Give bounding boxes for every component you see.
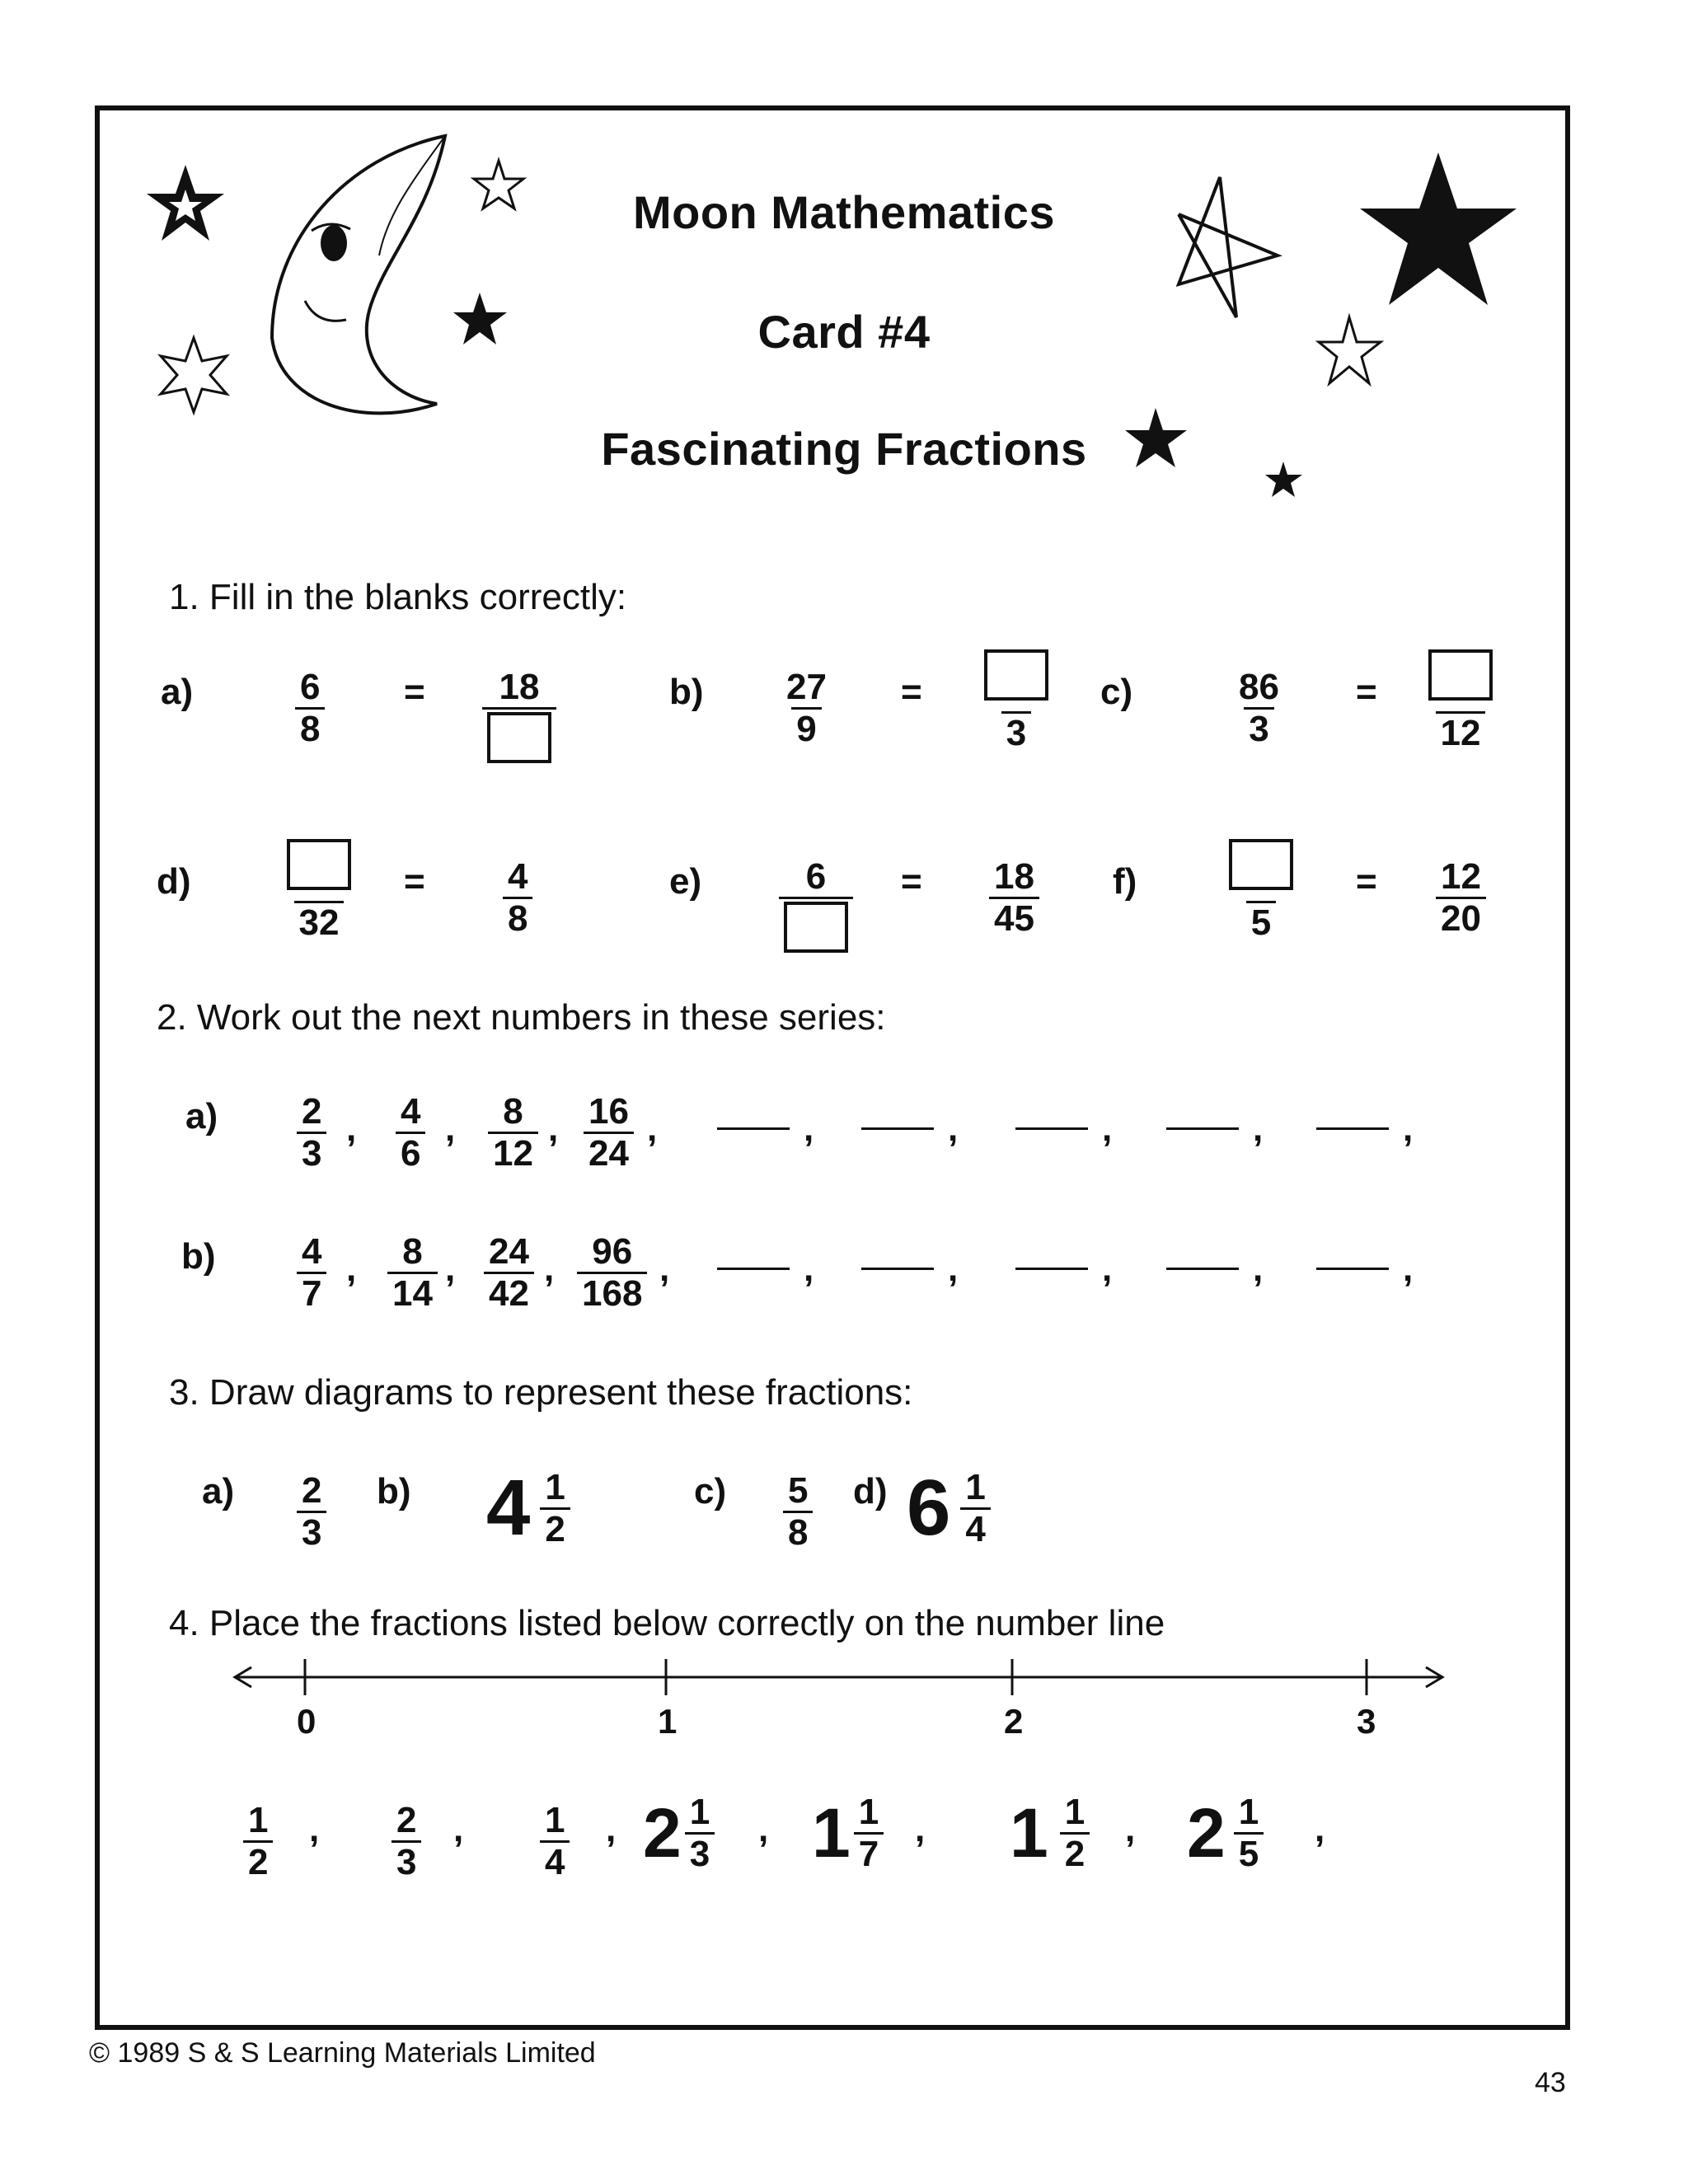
q1c-answer-box[interactable] [1428, 649, 1493, 701]
number-line[interactable] [231, 1652, 1451, 1702]
q1a-left-num: 6 [300, 667, 321, 707]
q1e-left-num: 6 [805, 856, 827, 897]
q1d-right-num: 4 [508, 856, 528, 897]
q1c-right-den: 12 [1436, 711, 1486, 753]
q2a-blank-4[interactable] [1166, 1127, 1239, 1130]
copyright-notice: © 1989 S & S Learning Materials Limited [89, 2037, 596, 2069]
q2b-blank-5[interactable] [1316, 1268, 1389, 1270]
q2a-term-4: $\frac{16}{24}$ [584, 1092, 634, 1173]
q1b-right-num [979, 647, 1053, 711]
q1e-left-fraction [779, 857, 853, 963]
q1e-answer-box[interactable] [784, 902, 848, 953]
q2a-term-1: $\frac{2}{3}$ [297, 1092, 326, 1173]
q1e-left-den [779, 897, 853, 963]
q1b-right-den: 3 [1001, 711, 1031, 753]
q1b-left-fraction [781, 668, 832, 748]
page-subtitle: Fascinating Fractions [601, 423, 1087, 475]
q1d-left-fraction [282, 837, 356, 942]
q1d-left-num [282, 837, 356, 901]
card-number: Card #4 [757, 306, 931, 358]
q2a-blank-1[interactable] [717, 1127, 790, 1130]
q4-fraction-1: $\frac{1}{2}$ [243, 1801, 273, 1882]
q1c-label: c) [1100, 672, 1133, 712]
q1d-right-fraction [503, 857, 532, 938]
number-line-tick-3: 3 [1357, 1702, 1376, 1741]
q1c-left-den: 3 [1244, 707, 1273, 749]
q2b-blank-2[interactable] [861, 1268, 934, 1270]
q4-fraction-2: $\frac{2}{3}$ [392, 1801, 421, 1882]
q1f-answer-box[interactable] [1229, 839, 1293, 890]
q1b-right-fraction [979, 647, 1053, 752]
q1e-right-den: 45 [989, 897, 1039, 939]
q1d-label: d) [157, 861, 191, 902]
q4-fraction-3: $\frac{1}{4}$ [540, 1801, 570, 1882]
q3a-label: a) [202, 1471, 235, 1511]
q2a-blank-5[interactable] [1316, 1127, 1389, 1130]
q1a-answer-box[interactable] [487, 712, 551, 763]
q3c-fraction: $\frac{5}{8}$ [783, 1471, 813, 1552]
q1a-equals: = [404, 672, 425, 712]
q1f-left-num [1224, 837, 1298, 901]
q1f-right-fraction [1436, 857, 1486, 938]
q2b-blank-3[interactable] [1015, 1268, 1088, 1270]
q2b-term-2: $\frac{8}{14}$ [387, 1232, 438, 1313]
q1e-equals: = [901, 861, 922, 902]
q2b-blank-4[interactable] [1166, 1268, 1239, 1270]
q1f-left-den: 5 [1246, 901, 1276, 943]
q1c-left-num: 86 [1239, 667, 1279, 707]
q1c-left-fraction [1234, 668, 1284, 748]
q1e-right-fraction [989, 857, 1039, 938]
q1d-left-den: 32 [294, 901, 345, 943]
q1a-left-fraction [295, 668, 325, 748]
q1a-right-den [482, 707, 556, 774]
number-line-tick-0: 0 [297, 1702, 316, 1741]
q3d-label: d) [853, 1471, 888, 1511]
q1c-right-num [1423, 647, 1498, 711]
q1f-right-den: 20 [1436, 897, 1486, 939]
q1b-label: b) [669, 672, 704, 712]
q2b-term-4: $\frac{96}{168}$ [577, 1232, 647, 1313]
q3c-label: c) [694, 1471, 727, 1511]
moon-face-icon [247, 132, 462, 429]
q1e-label: e) [669, 861, 702, 902]
q1b-answer-box[interactable] [984, 649, 1048, 701]
q2b-blank-1[interactable] [717, 1268, 790, 1270]
q1c-equals: = [1356, 672, 1377, 712]
q1f-left-fraction [1224, 837, 1298, 942]
number-line-tick-2: 2 [1004, 1702, 1024, 1741]
q4-fraction-5: 1 $\frac{1}{7}$ [812, 1793, 884, 1873]
q1b-left-num: 27 [786, 667, 827, 707]
page-title: Moon Mathematics [632, 186, 1056, 238]
q1a-label: a) [161, 672, 194, 712]
q2a-term-2: $\frac{4}{6}$ [396, 1092, 425, 1173]
q3a-fraction: $\frac{2}{3}$ [297, 1471, 326, 1552]
q2a-blank-2[interactable] [861, 1127, 934, 1130]
q1a-left-den: 8 [295, 707, 325, 749]
q1e-right-num: 18 [994, 856, 1034, 897]
q3b-label: b) [377, 1471, 411, 1511]
q1a-right-fraction [482, 668, 556, 773]
q1f-equals: = [1356, 861, 1377, 902]
q4-fraction-7: 2 $\frac{1}{5}$ [1187, 1793, 1264, 1873]
question-3-prompt: 3. Draw diagrams to represent these fractions: [169, 1372, 913, 1413]
q1b-left-den: 9 [791, 707, 821, 749]
question-1-prompt: 1. Fill in the blanks correctly: [169, 577, 627, 617]
q4-fraction-6: 1 $\frac{1}{2}$ [1010, 1793, 1090, 1873]
question-2-prompt: 2. Work out the next numbers in these series: [157, 997, 886, 1038]
page-number: 43 [1535, 2067, 1566, 2098]
q4-fraction-4: 2 $\frac{1}{3}$ [643, 1793, 715, 1873]
q1d-equals: = [404, 861, 425, 902]
q2a-term-3: $\frac{8}{12}$ [488, 1092, 538, 1173]
q1f-right-num: 12 [1441, 856, 1481, 897]
q1c-right-fraction [1423, 647, 1498, 752]
number-line-tick-1: 1 [658, 1702, 678, 1741]
q1f-label: f) [1113, 861, 1137, 902]
q1b-equals: = [901, 672, 922, 712]
q2b-term-1: $\frac{4}{7}$ [297, 1232, 326, 1313]
q1a-right-num: 18 [499, 667, 540, 707]
q2b-term-3: $\frac{24}{42}$ [484, 1232, 534, 1313]
question-4-prompt: 4. Place the fractions listed below correctly on the number line [169, 1603, 1165, 1643]
q3b-mixed-number: 4 $\frac{1}{2}$ [486, 1463, 570, 1554]
q2a-blank-3[interactable] [1015, 1127, 1088, 1130]
q1d-right-den: 8 [503, 897, 532, 939]
q2a-label: a) [185, 1096, 218, 1137]
q3d-mixed-number: 6 $\frac{1}{4}$ [907, 1463, 991, 1554]
q1d-answer-box[interactable] [287, 839, 351, 890]
q2b-label: b) [181, 1236, 216, 1277]
